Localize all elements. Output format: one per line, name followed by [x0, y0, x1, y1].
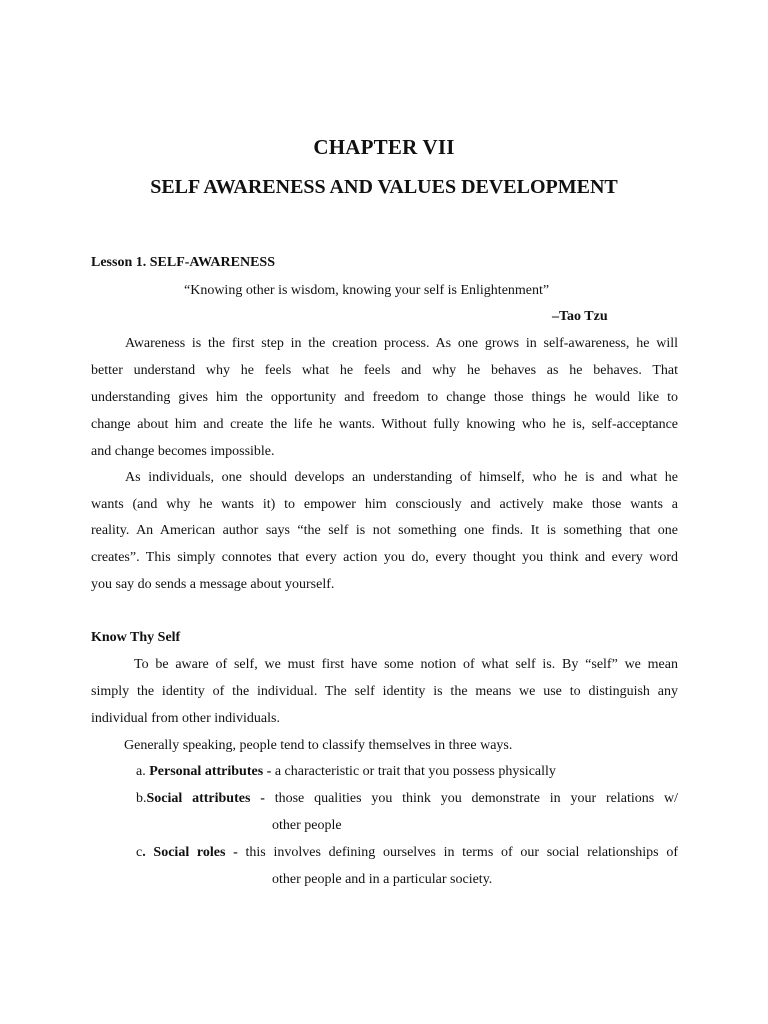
- section-heading: Know Thy Self: [91, 630, 181, 645]
- list-marker: c: [136, 845, 143, 860]
- chapter-number: CHAPTER VII: [313, 135, 455, 159]
- paragraph-line: Awareness is the first step in the creation process. As one grows in self-awareness, he will: [125, 336, 678, 351]
- list-text: those qualities you think you demonstrate in your relations w/: [274, 791, 678, 806]
- paragraph-line: As individuals, one should develops an understanding of himself, who he is and what he: [125, 470, 678, 485]
- list-separator: -: [225, 845, 246, 860]
- list-item-continuation: other people and in a particular society.: [272, 872, 493, 887]
- list-term: Social attributes: [146, 791, 251, 806]
- epigraph-attribution: –Tao Tzu: [552, 309, 608, 324]
- paragraph-line: individual from other individuals.: [91, 711, 280, 726]
- list-item: [136, 844, 678, 862]
- list-item: [136, 790, 678, 808]
- list-text: this involves defining ourselves in terms of our social relationships of: [245, 845, 678, 860]
- list-separator: -: [250, 791, 275, 806]
- list-term: . Social roles: [142, 845, 226, 860]
- paragraph-line: you say do sends a message about yourself.: [91, 577, 335, 592]
- list-item: [136, 763, 556, 781]
- paragraph-line: understanding gives him the opportunity and freedom to change those things he would like to: [91, 390, 678, 405]
- paragraph-line: and change becomes impossible.: [91, 444, 275, 459]
- epigraph-quote: “Knowing other is wisdom, knowing your self is Enlightenment”: [184, 283, 550, 298]
- lesson-heading: Lesson 1. SELF-AWARENESS: [91, 255, 275, 270]
- list-term: Personal attributes: [149, 764, 264, 779]
- list-text: a characteristic or trait that you possess physically: [274, 764, 556, 779]
- list-marker: b.: [136, 791, 147, 806]
- chapter-title: SELF AWARENESS AND VALUES DEVELOPMENT: [150, 176, 618, 198]
- paragraph-line: wants (and why he wants it) to empower him consciously and actively make those wants a: [91, 497, 678, 512]
- paragraph-line: simply the identity of the individual. The self identity is the means we use to distinguish any: [91, 684, 678, 699]
- classification-intro: Generally speaking, people tend to classify themselves in three ways.: [124, 738, 513, 753]
- paragraph-line: creates”. This simply connotes that every action you do, every thought you think and every word: [91, 550, 678, 565]
- paragraph-line: change about him and create the life he wants. Without fully knowing who he is, self-acceptance: [91, 417, 678, 432]
- paragraph-line: reality. An American author says “the self is not something one finds. It is something that one: [91, 523, 678, 538]
- list-marker: a.: [136, 764, 150, 779]
- paragraph-line: better understand why he feels what he feels and why he behaves as he behaves. That: [91, 363, 678, 378]
- list-separator: -: [263, 764, 275, 779]
- paragraph-line: To be aware of self, we must first have some notion of what self is. By “self” we mean: [134, 657, 678, 672]
- list-item-continuation: other people: [272, 818, 342, 833]
